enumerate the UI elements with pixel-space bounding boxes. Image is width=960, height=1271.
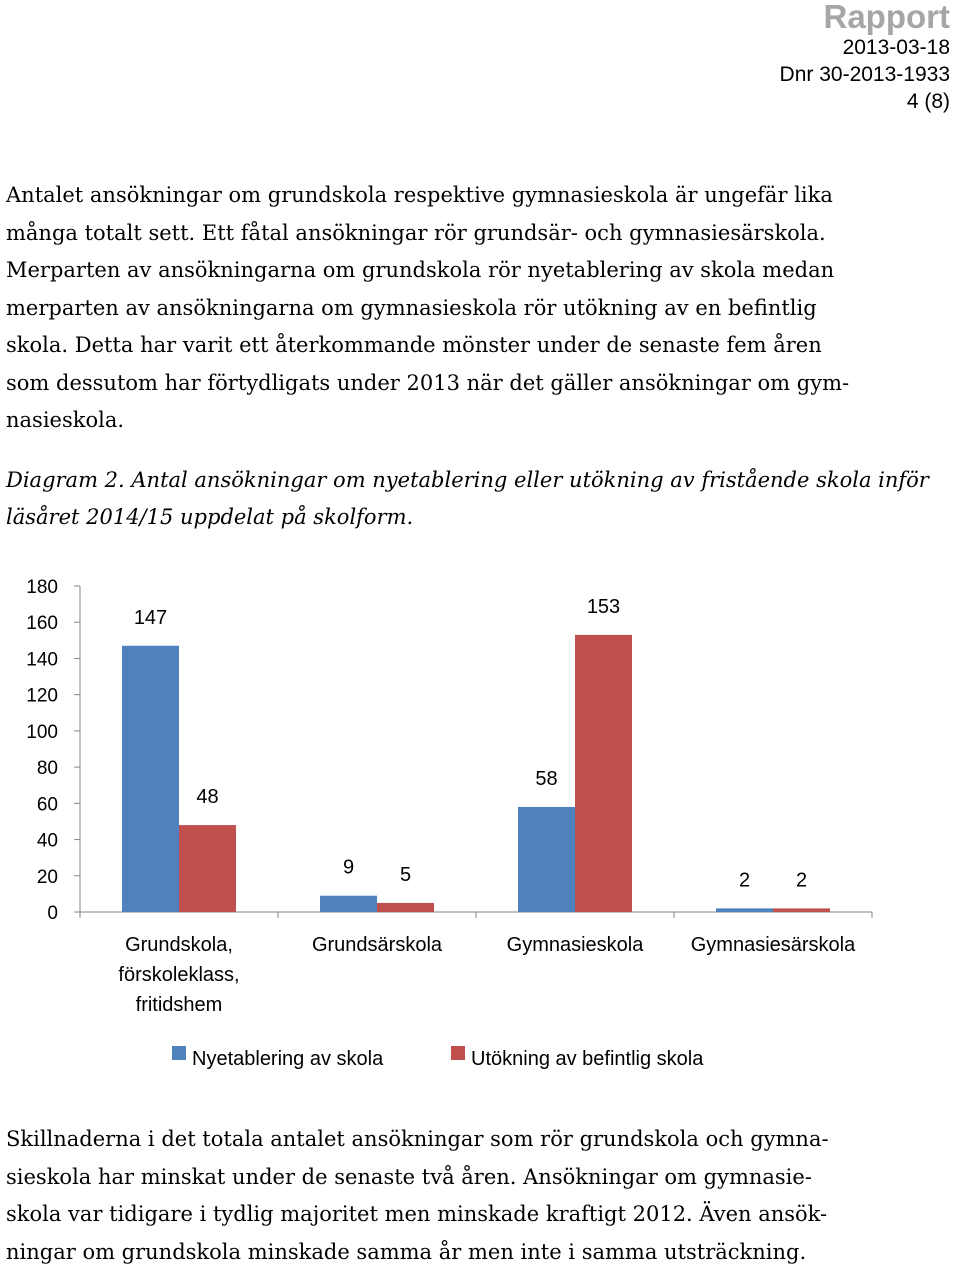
y-axis-tick-label: 160 (26, 613, 58, 634)
bar (716, 908, 773, 912)
data-label: 2 (739, 869, 750, 891)
y-axis-tick-label: 100 (26, 722, 58, 743)
y-axis-tick-label: 80 (37, 758, 58, 779)
legend-swatch (451, 1046, 465, 1060)
y-axis-tick-label: 140 (26, 649, 58, 670)
bar (575, 635, 632, 912)
data-label: 153 (587, 596, 620, 618)
paragraph-line: Skillnaderna i det totala antalet ansökningar som rör grundskola och gymna- (6, 1121, 956, 1159)
category-label: fritidshem (136, 994, 223, 1016)
bar (179, 825, 236, 912)
y-axis-tick-label: 40 (37, 831, 58, 852)
data-label: 48 (196, 786, 218, 808)
caption-line: läsåret 2014/15 uppdelat på skolform. (6, 499, 960, 536)
legend-label: Utökning av befintlig skola (471, 1048, 704, 1070)
y-axis-tick-label: 0 (47, 903, 58, 924)
report-title: Rapport (780, 0, 950, 34)
category-label: Grundskola, (125, 934, 233, 956)
category-label: Grundsärskola (312, 934, 443, 956)
page-number: 4 (8) (780, 88, 950, 115)
category-label: Gymnasiesärskola (691, 934, 856, 956)
category-label: Gymnasieskola (507, 934, 645, 956)
paragraph-line: Antalet ansökningar om grundskola respektive gymnasieskola är ungefär lika (6, 177, 956, 215)
bar (518, 807, 575, 912)
closing-paragraph (6, 1121, 956, 1271)
legend-label: Nyetablering av skola (192, 1048, 384, 1070)
data-label: 5 (400, 864, 411, 886)
intro-paragraph (6, 177, 956, 440)
paragraph-line: nasieskola. (6, 402, 956, 440)
bar-chart (0, 560, 960, 1090)
data-label: 9 (343, 857, 354, 879)
paragraph-line: många totalt sett. Ett fåtal ansökningar rör grundsär- och gymnasiesärskola. (6, 215, 956, 253)
y-axis-tick-label: 120 (26, 686, 58, 707)
paragraph-line: merparten av ansökningarna om gymnasieskola rör utökning av en befintlig (6, 290, 956, 328)
bar (320, 896, 377, 912)
report-dnr: Dnr 30-2013-1933 (780, 61, 950, 88)
category-label: förskoleklass, (118, 964, 239, 986)
legend-swatch (172, 1046, 186, 1060)
paragraph-line: skola. Detta har varit ett återkommande mönster under de senaste fem åren (6, 327, 956, 365)
paragraph-line: ningar om grundskola minskade samma år men inte i samma utsträckning. (6, 1234, 956, 1271)
report-date: 2013-03-18 (780, 34, 950, 61)
paragraph-line: som dessutom har förtydligats under 2013 när det gäller ansökningar om gym- (6, 365, 956, 403)
y-axis-tick-label: 20 (37, 867, 58, 888)
paragraph-line: skola var tidigare i tydlig majoritet men minskade kraftigt 2012. Även ansök- (6, 1196, 956, 1234)
data-label: 2 (796, 869, 807, 891)
data-label: 58 (535, 768, 557, 790)
bar (773, 908, 830, 912)
bar (122, 646, 179, 912)
data-label: 147 (134, 607, 167, 629)
report-header (780, 0, 950, 115)
y-axis-tick-label: 60 (37, 794, 58, 815)
bar (377, 903, 434, 912)
y-axis-tick-label: 180 (26, 577, 58, 598)
diagram-caption (6, 462, 960, 536)
paragraph-line: Merparten av ansökningarna om grundskola rör nyetablering av skola medan (6, 252, 956, 290)
paragraph-line: sieskola har minskat under de senaste två åren. Ansökningar om gymnasie- (6, 1159, 956, 1197)
caption-line: Diagram 2. Antal ansökningar om nyetablering eller utökning av fristående skola inför (6, 462, 960, 499)
